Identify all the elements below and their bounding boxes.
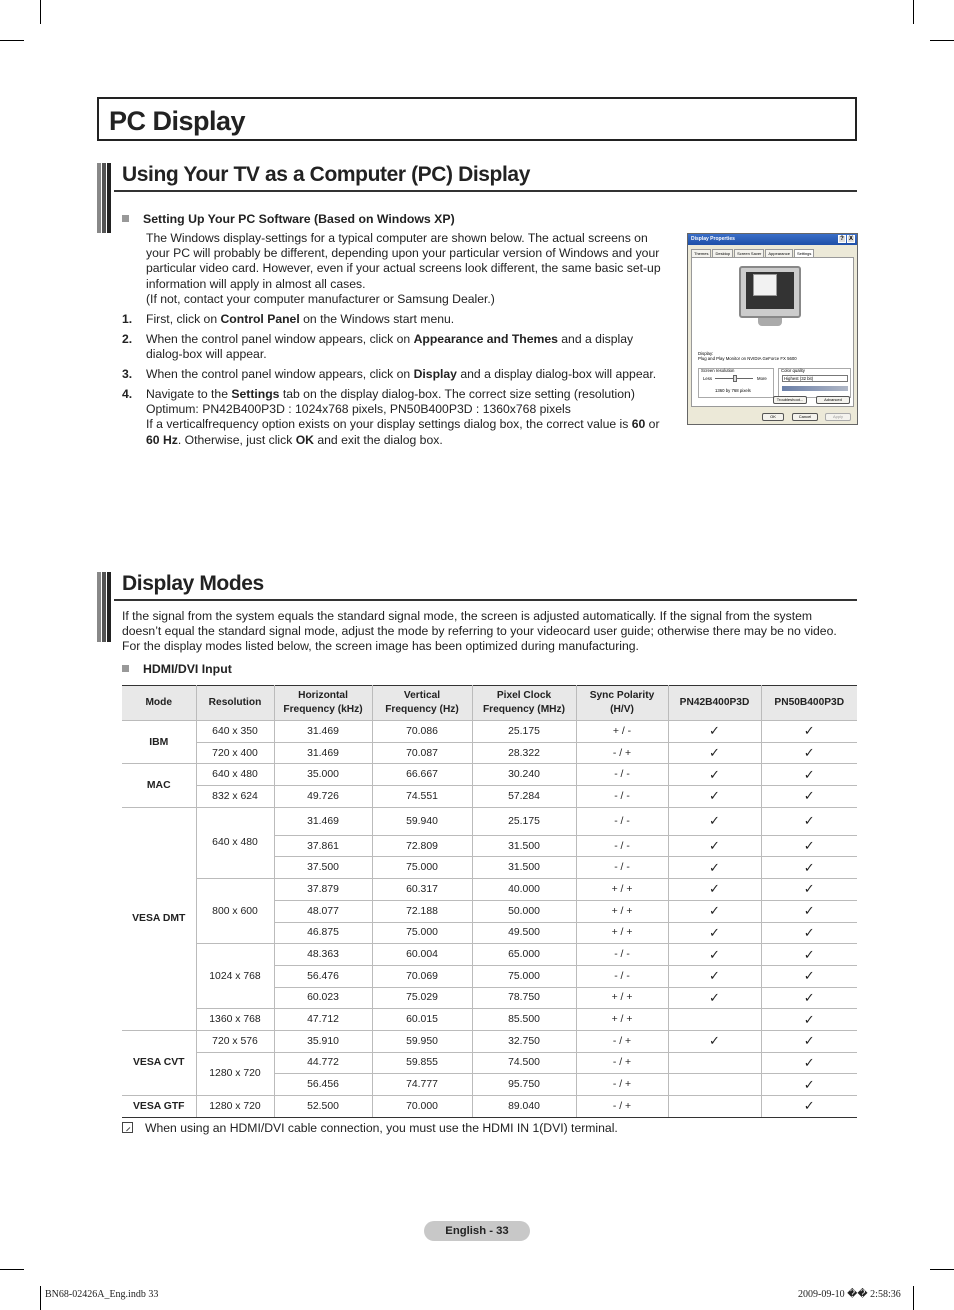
table-row: VESA DMT 640 x 480 31.469 59.940 25.175 - / - ✓ ✓ [122, 807, 857, 835]
table-row: IBM 640 x 350 31.469 70.086 25.175 + / - ✓ ✓ [122, 721, 857, 743]
check-icon: ✓ [668, 1030, 761, 1052]
table-row: 56.476 70.069 75.000 - / - ✓ ✓ [122, 965, 857, 987]
check-icon: ✓ [761, 857, 857, 879]
table-row: 1024 x 768 48.363 60.004 65.000 - / - ✓ ✓ [122, 944, 857, 966]
cancel-button: Cancel [792, 413, 818, 421]
check-icon: ✓ [761, 1030, 857, 1052]
check-icon: ✓ [761, 1009, 857, 1031]
apply-button: Apply [825, 413, 851, 421]
check-icon: ✓ [668, 807, 761, 835]
section-rule [114, 599, 857, 601]
check-icon: ✓ [761, 764, 857, 786]
check-icon: ✓ [668, 965, 761, 987]
table-row: 720 x 400 31.469 70.087 28.322 - / + ✓ ✓ [122, 742, 857, 764]
tab-appearance: Appearance [765, 249, 793, 257]
table-row: 800 x 600 37.879 60.317 40.000 + / + ✓ ✓ [122, 879, 857, 901]
check-icon [668, 1009, 761, 1031]
intro-paragraph: The Windows display-settings for a typical computer are shown below. The actual screens on your PC will probably be different, depending upon your particular version of Windows and your particular video card. However, even if your actual screens look different, the same basic set-up information will apply in almost all cases. (If not, contact your computer manufacturer or Samsung Dealer.) [146, 231, 661, 306]
page-title: PC Display [97, 97, 857, 141]
check-icon: ✓ [668, 786, 761, 808]
check-icon: ✓ [761, 1096, 857, 1118]
advanced-button: Advanced [816, 396, 850, 404]
ok-button: OK [762, 413, 784, 421]
check-icon: ✓ [668, 857, 761, 879]
note-icon [122, 1122, 133, 1133]
table-row: 56.456 74.777 95.750 - / + ✓ [122, 1074, 857, 1096]
subhead-software: Setting Up Your PC Software (Based on Windows XP) [122, 212, 455, 226]
check-icon: ✓ [761, 742, 857, 764]
col-mode: Mode [122, 686, 196, 721]
crop-mark [930, 40, 954, 41]
table-row: VESA CVT 720 x 576 35.910 59.950 32.750 - / + ✓ ✓ [122, 1030, 857, 1052]
table-row: 60.023 75.029 78.750 + / + ✓ ✓ [122, 987, 857, 1009]
check-icon: ✓ [668, 900, 761, 922]
crop-mark [0, 1269, 24, 1270]
close-icon: X [848, 236, 853, 242]
display-value: Plug and Play Monitor on NVIDIA GeForce FX 5600 [698, 356, 797, 361]
section-title: Using Your TV as a Computer (PC) Display [122, 163, 530, 186]
col-sync: Sync Polarity (H/V) [576, 686, 668, 721]
display-modes-intro: If the signal from the system equals the standard signal mode, the screen is adjusted automatically. If the signal from the system doesn’t equal the standard signal mode, adjust the mode by referring to your videocard user guide; otherwise there may be no video. For the display modes listed below, the screen image has been optimized during manufacturing. [122, 609, 837, 654]
col-resolution: Resolution [196, 686, 274, 721]
check-icon [668, 1052, 761, 1074]
tab-screen-saver: Screen Saver [734, 249, 764, 257]
check-icon: ✓ [668, 721, 761, 743]
col-pn50: PN50B400P3D [761, 686, 857, 721]
section-title: Display Modes [122, 572, 264, 595]
monitor-icon [739, 266, 801, 318]
check-icon [668, 1074, 761, 1096]
crop-mark [0, 40, 24, 41]
display-modes-table [122, 685, 857, 1118]
tab-themes: Themes [691, 249, 711, 257]
check-icon: ✓ [761, 1074, 857, 1096]
check-icon: ✓ [761, 807, 857, 835]
resolution-slider [733, 375, 737, 382]
table-row: 37.861 72.809 31.500 - / - ✓ ✓ [122, 835, 857, 857]
tab-desktop: Desktop [712, 249, 733, 257]
check-icon: ✓ [761, 835, 857, 857]
dialog-titlebar: Display Properties ? X [688, 234, 857, 245]
square-bullet-icon [122, 665, 129, 672]
table-header-row [122, 686, 857, 721]
crop-mark [913, 1286, 914, 1310]
table-row: 48.077 72.188 50.000 + / + ✓ ✓ [122, 900, 857, 922]
check-icon: ✓ [668, 944, 761, 966]
tab-settings: Settings [794, 249, 814, 257]
help-icon: ? [838, 235, 846, 243]
check-icon: ✓ [761, 900, 857, 922]
check-icon: ✓ [761, 944, 857, 966]
check-icon [668, 1096, 761, 1118]
table-row: 46.875 75.000 49.500 + / + ✓ ✓ [122, 922, 857, 944]
check-icon: ✓ [761, 987, 857, 1009]
crop-mark [40, 0, 41, 24]
table-row: VESA GTF 1280 x 720 52.500 70.000 89.040 - / + ✓ [122, 1096, 857, 1118]
table-row: 832 x 624 49.726 74.551 57.284 - / - ✓ ✓ [122, 786, 857, 808]
resolution-group: Screen resolution Less More 1360 by 768 pixels [698, 368, 774, 398]
dialog-tabs [688, 245, 857, 257]
crop-mark [40, 1286, 41, 1310]
crop-mark [930, 1269, 954, 1270]
check-icon: ✓ [668, 764, 761, 786]
table-row: 1280 x 720 44.772 59.855 74.500 - / + ✓ [122, 1052, 857, 1074]
check-icon: ✓ [668, 835, 761, 857]
check-icon: ✓ [761, 922, 857, 944]
col-hfreq: Horizontal Frequency (kHz) [274, 686, 372, 721]
print-timestamp: 2009-09-10 �� 2:58:36 [798, 1289, 901, 1300]
col-pn42: PN42B400P3D [668, 686, 761, 721]
color-quality-select: Highest (32 bit) [782, 375, 848, 382]
display-label: Display: [698, 351, 714, 356]
check-icon: ✓ [761, 965, 857, 987]
print-file-info: BN68-02426A_Eng.indb 33 [45, 1289, 159, 1300]
crop-mark [913, 0, 914, 24]
check-icon: ✓ [761, 786, 857, 808]
check-icon: ✓ [761, 1052, 857, 1074]
table-row: 37.500 75.000 31.500 - / - ✓ ✓ [122, 857, 857, 879]
check-icon: ✓ [761, 721, 857, 743]
check-icon: ✓ [668, 742, 761, 764]
col-vfreq: Vertical Frequency (Hz) [372, 686, 472, 721]
check-icon: ✓ [668, 922, 761, 944]
display-properties-screenshot [687, 233, 858, 425]
col-pixel-clock: Pixel Clock Frequency (MHz) [472, 686, 576, 721]
monitor-stand-icon [758, 318, 782, 326]
check-icon: ✓ [761, 879, 857, 901]
note: When using an HDMI/DVI cable connection, you must use the HDMI IN 1(DVI) terminal. [122, 1121, 618, 1135]
check-icon: ✓ [668, 879, 761, 901]
subhead-hdmi: HDMI/DVI Input [122, 662, 232, 676]
section-bar-icon [97, 163, 111, 233]
section-rule [114, 190, 857, 192]
check-icon: ✓ [668, 987, 761, 1009]
section-bar-icon [97, 572, 111, 642]
table-row: 1360 x 768 47.712 60.015 85.500 + / + ✓ [122, 1009, 857, 1031]
dialog-body [691, 257, 854, 407]
page-number-badge: English - 33 [424, 1221, 530, 1241]
troubleshoot-button: Troubleshoot... [773, 396, 807, 404]
color-quality-group: Color quality Highest (32 bit) [778, 368, 851, 398]
square-bullet-icon [122, 215, 129, 222]
table-row: MAC 640 x 480 35.000 66.667 30.240 - / - ✓ ✓ [122, 764, 857, 786]
